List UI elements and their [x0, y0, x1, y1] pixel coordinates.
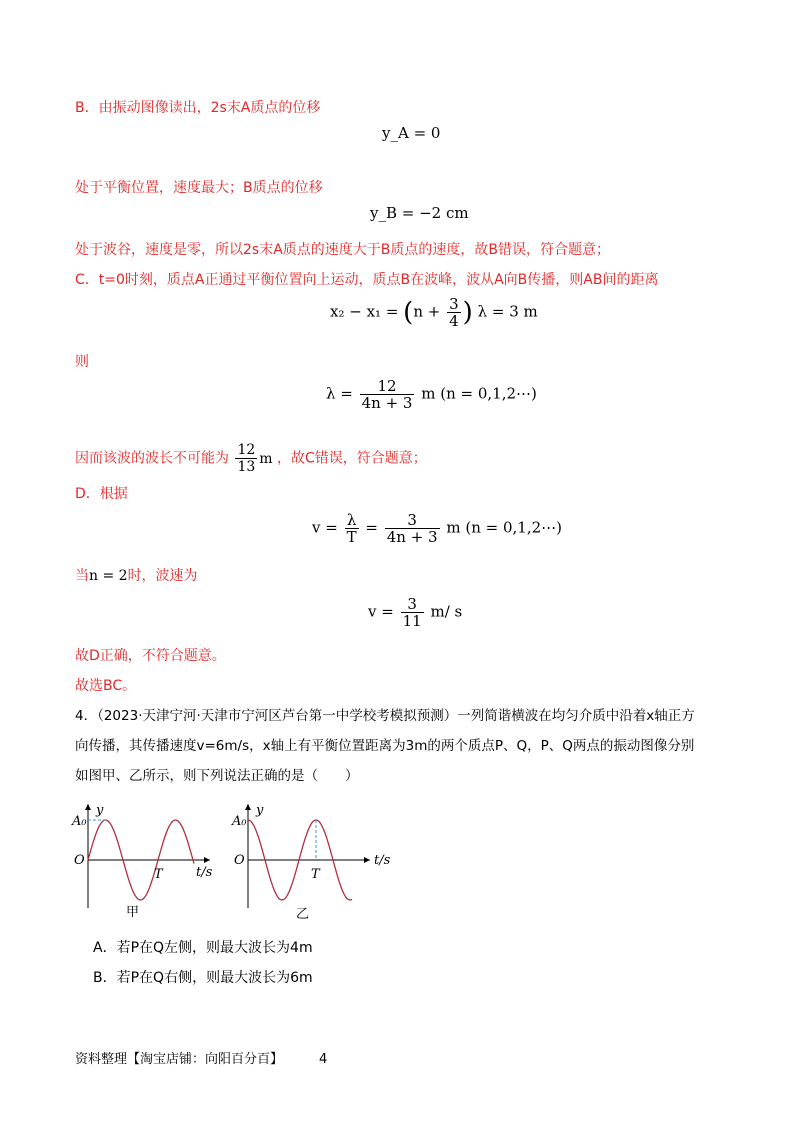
answer: 故选BC。 — [75, 678, 137, 694]
c-then: 则 — [75, 354, 89, 370]
paren-close: ) — [462, 297, 473, 328]
jia-y-label: y — [96, 803, 104, 818]
eq-v-lhs: v = — [312, 518, 338, 537]
jia-caption: 甲 — [126, 905, 140, 920]
option-a: A．若P在Q左侧，则最大波长为4m — [93, 940, 313, 956]
eq-n2: n = 2 — [89, 568, 128, 584]
eq-lambda-frac: $\frac{12}{4n + 3}$ — [361, 377, 413, 412]
yi-caption: 乙 — [296, 907, 310, 922]
c-end-pre: 因而该波的波长不可能为 — [75, 450, 229, 467]
paren-open: ( — [403, 297, 414, 328]
eq-x-frac: $\frac{3}{4}$ — [449, 295, 459, 330]
yi-y-label: y — [256, 803, 264, 818]
b-mid: 处于平衡位置，速度最大；B质点的位移 — [75, 180, 323, 196]
b-intro: B．由振动图像读出，2s末A质点的位移 — [75, 100, 321, 116]
eq-x-rhs: λ = 3 m — [477, 302, 538, 321]
c-end-post: ，故C错误，符合题意； — [277, 450, 427, 467]
c-intro: C．t=0时刻，质点A正通过平衡位置向上运动，质点B在波峰，波从A向B传播，则AB间的距离 — [75, 272, 659, 288]
eq-v2-frac: $\frac{3}{11}$ — [402, 595, 422, 630]
vibration-graphs — [0, 798, 800, 938]
eq-x-diff — [330, 296, 538, 329]
d-intro: D．根据 — [75, 486, 128, 502]
yi-origin-label: O — [234, 853, 245, 868]
eq-x-n: n + — [413, 302, 441, 321]
eq-v — [312, 512, 562, 545]
eq-v2-unit: m/ s — [430, 602, 463, 621]
jia-origin-label: O — [74, 853, 85, 868]
eq-yb: y_B = −2 cm — [370, 204, 469, 222]
jia-amp-label: A₀ — [72, 814, 87, 829]
question-line-2: 向传播，其传播速度v=6m/s，x轴上有平衡位置距离为3m的两个质点P、Q，P、Q两点的振动图像分别 — [75, 738, 695, 754]
yi-t-label: T — [311, 867, 320, 882]
eq-lambda — [326, 378, 537, 411]
jia-axis-label: t/s — [196, 865, 213, 880]
d-when-pre: 当 — [75, 568, 89, 584]
option-b: B．若P在Q右侧，则最大波长为6m — [93, 970, 313, 986]
d-when-post: 时，波速为 — [127, 568, 198, 584]
eq-v2-lhs: v = — [368, 602, 394, 621]
yi-axis-label: t/s — [374, 853, 391, 868]
eq-x-lhs: x₂ − x₁ = — [330, 302, 399, 321]
eq-v-frac2: $\frac{3}{4n + 3}$ — [386, 511, 438, 546]
page-number: 4 — [319, 1052, 328, 1067]
eq-lambda-rhs: m (n = 0,1,2⋯) — [421, 384, 537, 403]
b-end: 处于波谷，速度是零，所以2s末A质点的速度大于B质点的速度，故B错误，符合题意； — [75, 242, 610, 258]
question-line-3: 如图甲、乙所示，则下列说法正确的是（ ） — [75, 768, 359, 784]
footer-text: 资料整理【淘宝店铺：向阳百分百】 — [75, 1052, 284, 1067]
d-end: 故D正确，不符合题意。 — [75, 648, 226, 664]
c-end-frac: $\frac{12}{13}$ m — [237, 442, 273, 475]
c-end — [75, 442, 427, 475]
footer — [75, 1048, 327, 1067]
eq-v-equals: = — [365, 518, 378, 537]
d-when — [75, 566, 198, 586]
eq-v-rhs: m (n = 0,1,2⋯) — [446, 518, 563, 537]
question-line-1: 4．（2023·天津宁河·天津市宁河区芦台第一中学校考模拟预测）一列简谐横波在均匀介质中沿着x轴正方 — [75, 708, 695, 724]
graph-jia — [71, 803, 213, 920]
eq-lambda-lhs: λ = — [326, 384, 353, 403]
yi-amp-label: A₀ — [232, 814, 247, 829]
jia-t-label: T — [154, 867, 163, 882]
eq-ya: y_A = 0 — [382, 124, 441, 142]
eq-v-frac1: $\frac{\lambda}{T}$ — [346, 511, 357, 546]
graph-yi — [231, 803, 391, 922]
eq-v2 — [368, 596, 462, 629]
